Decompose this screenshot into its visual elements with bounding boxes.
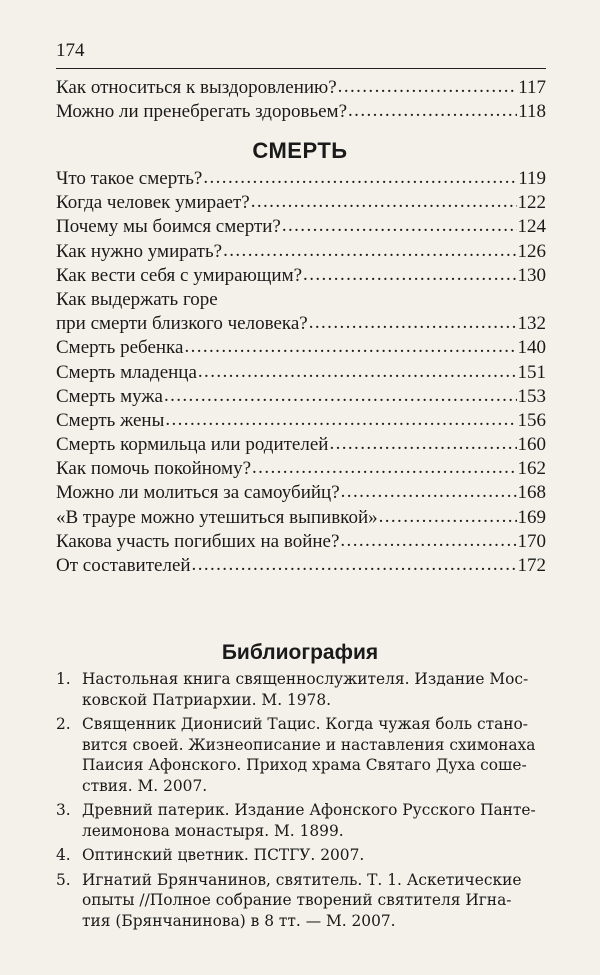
toc-entry (56, 191, 546, 215)
toc-entry (56, 361, 546, 385)
toc-entry-title: Как нужно умирать? (56, 240, 223, 262)
toc-dot-leader (303, 263, 516, 287)
toc-entry-title: Как относиться к выздоровлению? (56, 77, 337, 98)
bibliography-item-line: Древний патерик. Издание Афонского Русского Панте- (82, 801, 536, 819)
toc-entry-title: От составителей (56, 555, 191, 576)
toc-entry-title: Как помочь покойному? (56, 458, 252, 480)
bibliography-item (56, 714, 548, 796)
toc-entry (56, 409, 546, 433)
toc-dot-leader (340, 529, 516, 553)
toc-dot-leader (192, 553, 517, 577)
toc-entry (56, 457, 546, 481)
bibliography-item (56, 870, 548, 932)
toc-entry-title: Смерть младенца (56, 361, 197, 383)
toc-dot-leader (338, 75, 518, 99)
toc-entry-page: 160 (517, 434, 546, 456)
toc-dot-leader (341, 480, 517, 504)
toc-entry-page: 126 (517, 240, 546, 262)
toc-entry-title: при смерти близкого человека? (56, 313, 308, 335)
toc-entry-title: Смерть ребенка (56, 337, 184, 359)
toc-main (56, 167, 546, 578)
toc-dot-leader (282, 214, 517, 238)
bibliography-item-line: опыты //Полное собрание творений святителя Игна- (82, 891, 512, 909)
toc-dot-leader (164, 384, 517, 408)
toc-entry (56, 312, 546, 336)
toc-entry-page: 172 (517, 555, 546, 576)
toc-entry-title: Смерть кормильца или родителей (56, 434, 329, 456)
toc-entry-title-line: Как выдержать горе (56, 288, 218, 310)
toc-entry-title: Когда человек умирает? (56, 192, 250, 214)
bibliography-item-line: ковской Патриархии. М. 1978. (82, 690, 332, 709)
toc-entry-page: 156 (517, 409, 546, 431)
toc-dot-leader (329, 432, 516, 456)
toc-entry-title: Как вести себя с умирающим? (56, 264, 303, 286)
toc-entry (56, 76, 546, 100)
toc-entry (56, 554, 546, 578)
toc-entry-title: Смерть жены (56, 409, 165, 431)
toc-dot-leader (223, 239, 516, 263)
toc-entry (56, 215, 546, 239)
toc-entry-page: 140 (517, 337, 546, 359)
toc-entry-page: 117 (518, 77, 546, 98)
toc-entry (56, 167, 546, 191)
toc-entry (56, 385, 546, 409)
bibliography-item (56, 800, 548, 841)
bibliography-item-number: 3. (56, 801, 71, 819)
toc-entry-page: 162 (517, 458, 546, 480)
toc-entry (56, 530, 546, 554)
toc-entry-page: 153 (517, 385, 546, 407)
bibliography-item-line: леимонова монастыря. М. 1899. (82, 821, 344, 840)
bibliography-heading: Библиография (221, 641, 379, 664)
toc-entry-page: 118 (518, 101, 546, 123)
toc-entry-title: Почему мы боимся смерти? (56, 216, 281, 238)
toc-entry-title: Что такое смерть? (56, 168, 203, 189)
toc-entry-page: 168 (517, 482, 546, 504)
toc-dot-leader (309, 311, 517, 335)
toc-entry-title: Можно ли молиться за самоубийц? (56, 482, 340, 504)
toc-entry (56, 264, 546, 288)
toc-entry-page: 119 (518, 168, 546, 189)
toc-dot-leader (165, 408, 516, 432)
toc-dot-leader (348, 99, 517, 123)
toc-dot-leader (379, 505, 517, 529)
header-rule (56, 68, 546, 69)
toc-dot-leader (184, 335, 516, 359)
toc-entry-title: Можно ли пренебрегать здоровьем? (56, 101, 348, 123)
toc-entry (56, 240, 546, 264)
bibliography-item-line: Игнатий Брянчанинов, святитель. Т. 1. Аскетические (82, 870, 522, 889)
toc-entry (56, 100, 546, 124)
toc-entry-page: 170 (517, 530, 546, 552)
toc-entry-page: 151 (517, 361, 546, 383)
toc-entry (56, 481, 546, 505)
toc-dot-leader (251, 190, 517, 214)
toc-entry-page: 132 (517, 313, 546, 335)
toc-entry (56, 506, 546, 530)
toc-dot-leader (203, 166, 517, 190)
bibliography-item (56, 845, 548, 866)
bibliography-item-line: Священник Дионисий Тацис. Когда чужая боль стано- (82, 715, 528, 733)
bibliography-item-number: 1. (56, 670, 71, 688)
bibliography-item-line: ствия. М. 2007. (82, 776, 208, 795)
bibliography-list (56, 669, 548, 935)
bibliography-item-number: 5. (56, 870, 71, 889)
bibliography-item-line: вится своей. Жизнеописание и наставления схимонаха (82, 735, 536, 754)
toc-entry (56, 336, 546, 360)
toc-entry-page: 169 (517, 506, 546, 528)
bibliography-item-number: 4. (56, 846, 71, 864)
toc-entry (56, 433, 546, 457)
page-number: 174 (56, 40, 85, 61)
toc-dot-leader (252, 456, 516, 480)
toc-entry-page: 130 (517, 264, 546, 286)
toc-top (56, 76, 546, 124)
bibliography-item-line: Паисия Афонского. Приход храма Святаго Духа соше- (82, 756, 527, 774)
bibliography-item (56, 669, 548, 710)
section-heading: СМЕРТЬ (252, 138, 348, 163)
bibliography-item-number: 2. (56, 715, 71, 733)
toc-dot-leader (198, 360, 517, 384)
bibliography-item-line: Настольная книга священнослужителя. Издание Мос- (82, 670, 529, 688)
toc-entry-title: Смерть мужа (56, 385, 163, 407)
bibliography-item-line: Оптинский цветник. ПСТГУ. 2007. (82, 846, 365, 864)
toc-entry-title: Какова участь погибших на войне? (56, 530, 340, 552)
toc-entry-page: 122 (517, 192, 546, 214)
bibliography-item-line: тия (Брянчанинова) в 8 тт. — М. 2007. (82, 911, 396, 930)
toc-entry-page: 124 (517, 216, 546, 238)
toc-entry-title: «В трауре можно утешиться выпивкой» (56, 506, 378, 528)
